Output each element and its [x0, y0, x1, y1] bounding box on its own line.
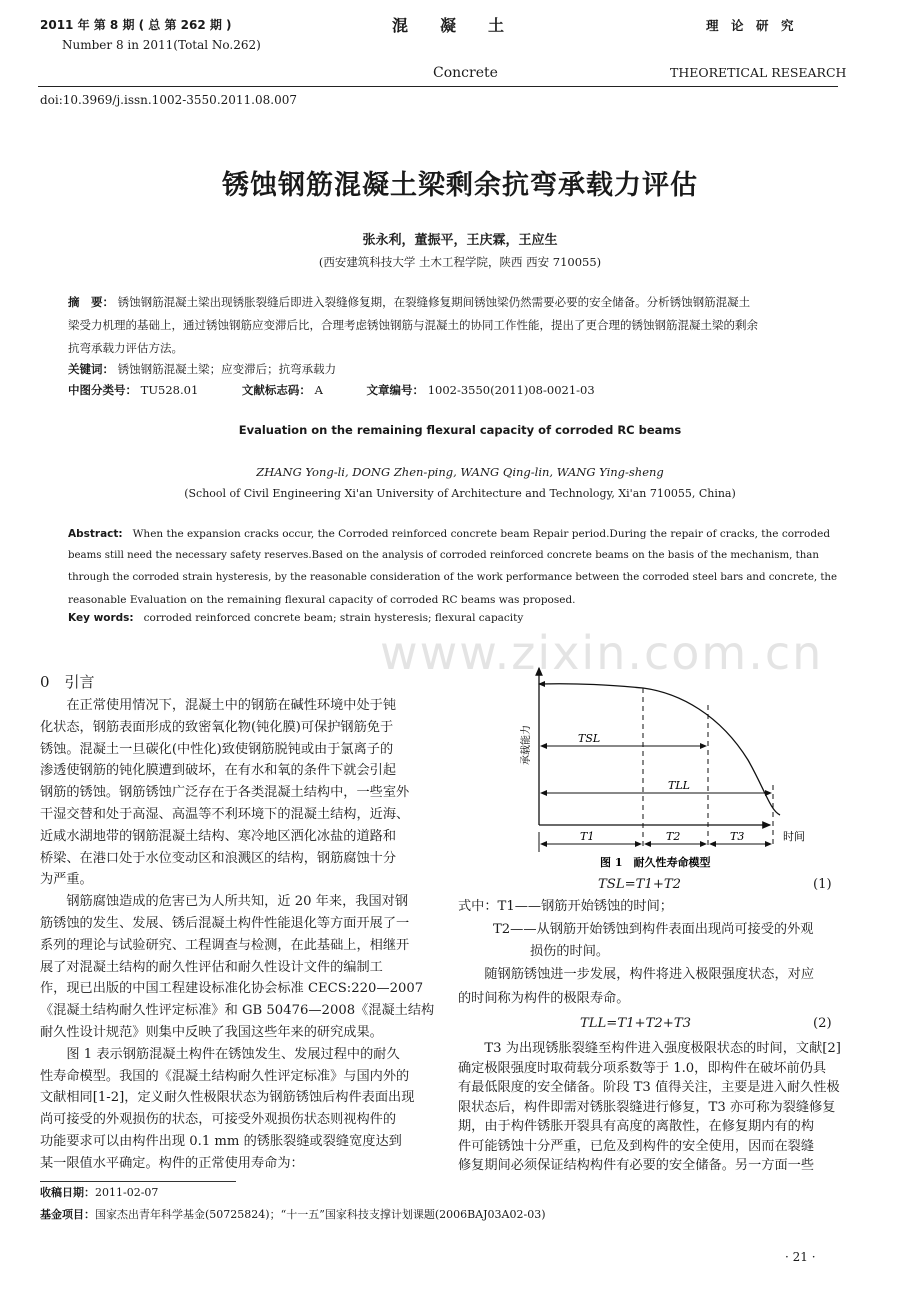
- figure-caption: 图 1 耐久性寿命模型: [600, 856, 711, 869]
- doi: doi:10.3969/j.issn.1002-3550.2011.08.007: [40, 93, 297, 107]
- t1-label: T1: [580, 830, 595, 843]
- doc-code-value: A: [314, 383, 323, 397]
- capacity-curve: [539, 684, 780, 815]
- received-label: 收稿日期：: [40, 1186, 95, 1199]
- section-en: THEORETICAL RESEARCH: [670, 65, 847, 80]
- tsl-label: TSL: [578, 732, 601, 745]
- body-line: 功能要求可以由构件出现 0.1 mm 的锈胀裂缝或裂缝宽度达到: [40, 1134, 402, 1149]
- figure-durability-life-model: [500, 660, 805, 875]
- body-line: 桥梁、在港口处于水位变动区和浪溅区的结构，钢筋腐蚀十分: [40, 850, 397, 866]
- abstract-cn-line-2: 梁受力机理的基础上，通过锈蚀钢筋应变滞后比，合理考虑锈蚀钢筋与混凝土的协同工作性能，提出了更合理的锈蚀钢筋混凝土梁的剩余: [68, 318, 758, 332]
- para-line: 有最低限度的安全储备。阶段 T3 值得关注，主要是进入耐久性极: [458, 1080, 840, 1095]
- keywords-en: [68, 612, 523, 625]
- article-no-label: 文章编号：: [366, 383, 425, 397]
- section-cn: 理 论 研 究: [706, 18, 794, 33]
- issue-en: Number 8 in 2011(Total No.262): [62, 38, 261, 52]
- authors-en: ZHANG Yong-li, DONG Zhen-ping, WANG Qing-lin, WANG Ying-sheng: [256, 465, 664, 479]
- body-line: 尚可接受的外观损伤的状态，可接受外观损伤状态则视构件的: [40, 1112, 397, 1128]
- keywords-en-text: corroded reinforced concrete beam; strain hysteresis; flexural capacity: [143, 612, 524, 624]
- footnote-rule: [40, 1181, 236, 1182]
- paper-title-cn: 锈蚀钢筋混凝土梁剩余抗弯承载力评估: [222, 170, 698, 201]
- abstract-cn-line-1: [68, 296, 750, 310]
- body-line: 干湿交替和处于高湿、高温等不利环境下的混凝土结构，近海、: [40, 807, 410, 822]
- body-line: 为严重。: [40, 872, 93, 888]
- received-date: [40, 1186, 158, 1199]
- body-line: 某一限值水平确定。构件的正常使用寿命为：: [40, 1155, 304, 1171]
- tll-label: TLL: [668, 779, 690, 792]
- body-line: 在正常使用情况下，混凝土中的钢筋在碱性环境中处于钝: [40, 698, 397, 713]
- abstract-cn-line-3: 抗弯承载力评估方法。: [68, 341, 183, 355]
- abstract-cn-text: 锈蚀钢筋混凝土梁出现锈胀裂缝后即进入裂缝修复期，在裂缝修复期间锈蚀梁仍然需要必要的安全储备。分析锈蚀钢筋混凝土: [117, 295, 751, 309]
- fund-info: [40, 1208, 545, 1221]
- classification-line: [68, 384, 595, 398]
- abstract-en-line-4: reasonable Evaluation on the remaining flexural capacity of corroded RC beams was proposed.: [68, 594, 576, 606]
- keywords-cn-label: 关键词：: [68, 362, 114, 376]
- body-line: 耐久性设计规范》则集中反映了我国这些年来的研究成果。: [40, 1025, 383, 1040]
- para-line: 的时间称为构件的极限寿命。: [458, 991, 630, 1006]
- abstract-en-line-3: through the corroded strain hysteresis, by the reasonable consideration of the work performance between the corroded steel bars and concrete, the: [68, 572, 838, 583]
- body-line: 钢筋的锈蚀。钢筋锈蚀广泛存在于各类混凝土结构中，一些室外: [40, 785, 410, 801]
- para-line: T3 为出现锈胀裂缝至构件进入强度极限状态的时间，文献[2]: [458, 1041, 841, 1056]
- abstract-cn-label: 摘 要：: [68, 295, 114, 309]
- page-number: · 21 ·: [785, 1250, 816, 1264]
- x-axis-label: 时间: [783, 830, 805, 843]
- abstract-en-line-1: [68, 528, 830, 541]
- clc-label: 中图分类号：: [68, 383, 137, 397]
- affiliation-en: (School of Civil Engineering Xi'an University of Architecture and Technology, Xi'an 710055, China): [184, 487, 736, 500]
- affiliation-cn: (西安建筑科技大学 土木工程学院，陕西 西安 710055): [318, 255, 602, 269]
- issue-cn: 2011 年 第 8 期 ( 总 第 262 期 ): [40, 18, 232, 32]
- body-line: 化状态，钢筋表面形成的致密氧化物(钝化膜)可保护钢筋免于: [40, 719, 394, 735]
- where-t2-cont: 损伤的时间。: [530, 944, 610, 959]
- keywords-cn-text: 锈蚀钢筋混凝土梁；应变滞后；抗弯承载力: [117, 362, 337, 376]
- body-line: 性寿命模型。我国的《混凝土结构耐久性评定标准》与国内外的: [40, 1068, 410, 1084]
- where-t1: 式中：T1——钢筋开始锈蚀的时间；: [458, 899, 673, 914]
- authors-cn: 张永利，董振平，王庆霖，王应生: [362, 233, 558, 248]
- header-rule: [38, 86, 838, 87]
- fund-value: 国家杰出青年科学基金(50725824)；“十一五”国家科技支撑计划课题(2006BAJ03A02-03): [95, 1208, 546, 1221]
- paper-title-en: Evaluation on the remaining flexural capacity of corroded RC beams: [238, 423, 682, 437]
- doc-code-label: 文献标志码：: [241, 383, 311, 397]
- article-no-value: 1002-3550(2011)08-0021-03: [427, 383, 595, 397]
- y-axis-label: 承载能力: [521, 725, 532, 765]
- para-line: 限状态后，构件即需对锈胀裂缝进行修复，T3 亦可称为裂缝修复: [458, 1099, 836, 1115]
- journal-en: Concrete: [433, 65, 498, 81]
- section-heading-intro: 0 引言: [40, 673, 95, 691]
- para-line: 修复期间必须保证结构构件有必要的安全储备。另一方面一些: [458, 1158, 815, 1173]
- where-t2: T2——从钢筋开始锈蚀到构件表面出现尚可接受的外观: [493, 922, 814, 937]
- equation-1-number: (1): [813, 877, 832, 892]
- t3-label: T3: [730, 830, 745, 843]
- body-line: 系列的理论与试验研究、工程调查与检测，在此基础上，相继开: [40, 937, 410, 953]
- t2-label: T2: [666, 830, 681, 843]
- body-line: 文献相同[1-2]，定义耐久性极限状态为钢筋锈蚀后构件表面出现: [40, 1090, 415, 1106]
- equation-1: TSL=T1+T2: [598, 877, 682, 892]
- equation-2: TLL=T1+T2+T3: [580, 1016, 692, 1031]
- body-line: 近咸水湖地带的钢筋混凝土结构、寒冷地区洒化冰盐的道路和: [40, 828, 397, 844]
- watermark: www.zixin.com.cn: [380, 626, 824, 680]
- para-line: 确定极限强度时取荷载分项系数等于 1.0，即构件在破坏前仍具: [458, 1060, 827, 1076]
- body-line: 作，现已出版的中国工程建设标准化协会标准 CECS:220—2007: [40, 981, 424, 997]
- para-line: 件可能锈蚀十分严重，已危及到构件的安全使用，因而在裂缝: [458, 1138, 815, 1154]
- clc-value: TU528.01: [140, 383, 199, 397]
- received-value: 2011-02-07: [95, 1186, 159, 1199]
- keywords-en-label: Key words:: [68, 612, 134, 624]
- journal-cn: 混 凝 土: [392, 16, 505, 35]
- para-line: 期，由于构件锈胀开裂具有高度的离散性，在修复期内有的构: [458, 1119, 815, 1134]
- body-line: 《混凝土结构耐久性评定标准》和 GB 50476—2008《混凝土结构: [40, 1003, 435, 1019]
- body-line: 筋锈蚀的发生、发展、锈后混凝土构件性能退化等方面开展了一: [40, 916, 410, 931]
- abstract-en-text: When the expansion cracks occur, the Corroded reinforced concrete beam Repair period.During the repair of cracks, the corroded: [132, 528, 831, 540]
- body-line: 展了对混凝土结构的耐久性评估和耐久性设计文件的编制工: [40, 959, 383, 975]
- abstract-en-line-2: beams still need the necessary safety reserves.Based on the analysis of corroded reinforced concrete beams on the basis of the mechanism, than: [68, 550, 819, 561]
- body-line: 渗透使钢筋的钝化膜遭到破坏，在有水和氧的条件下就会引起: [40, 763, 397, 779]
- body-line: 图 1 表示钢筋混凝土构件在锈蚀发生、发展过程中的耐久: [40, 1046, 400, 1062]
- body-line: 锈蚀。混凝土一旦碳化(中性化)致使钢筋脱钝或由于氯离子的: [40, 741, 394, 757]
- equation-2-number: (2): [813, 1016, 832, 1031]
- abstract-en-label: Abstract:: [68, 528, 123, 540]
- para-line: 随钢筋锈蚀进一步发展，构件将进入极限强度状态，对应: [458, 967, 815, 982]
- keywords-cn: [68, 363, 336, 377]
- body-line: 钢筋腐蚀造成的危害已为人所共知，近 20 年来，我国对钢: [40, 894, 409, 910]
- fund-label: 基金项目：: [40, 1208, 95, 1221]
